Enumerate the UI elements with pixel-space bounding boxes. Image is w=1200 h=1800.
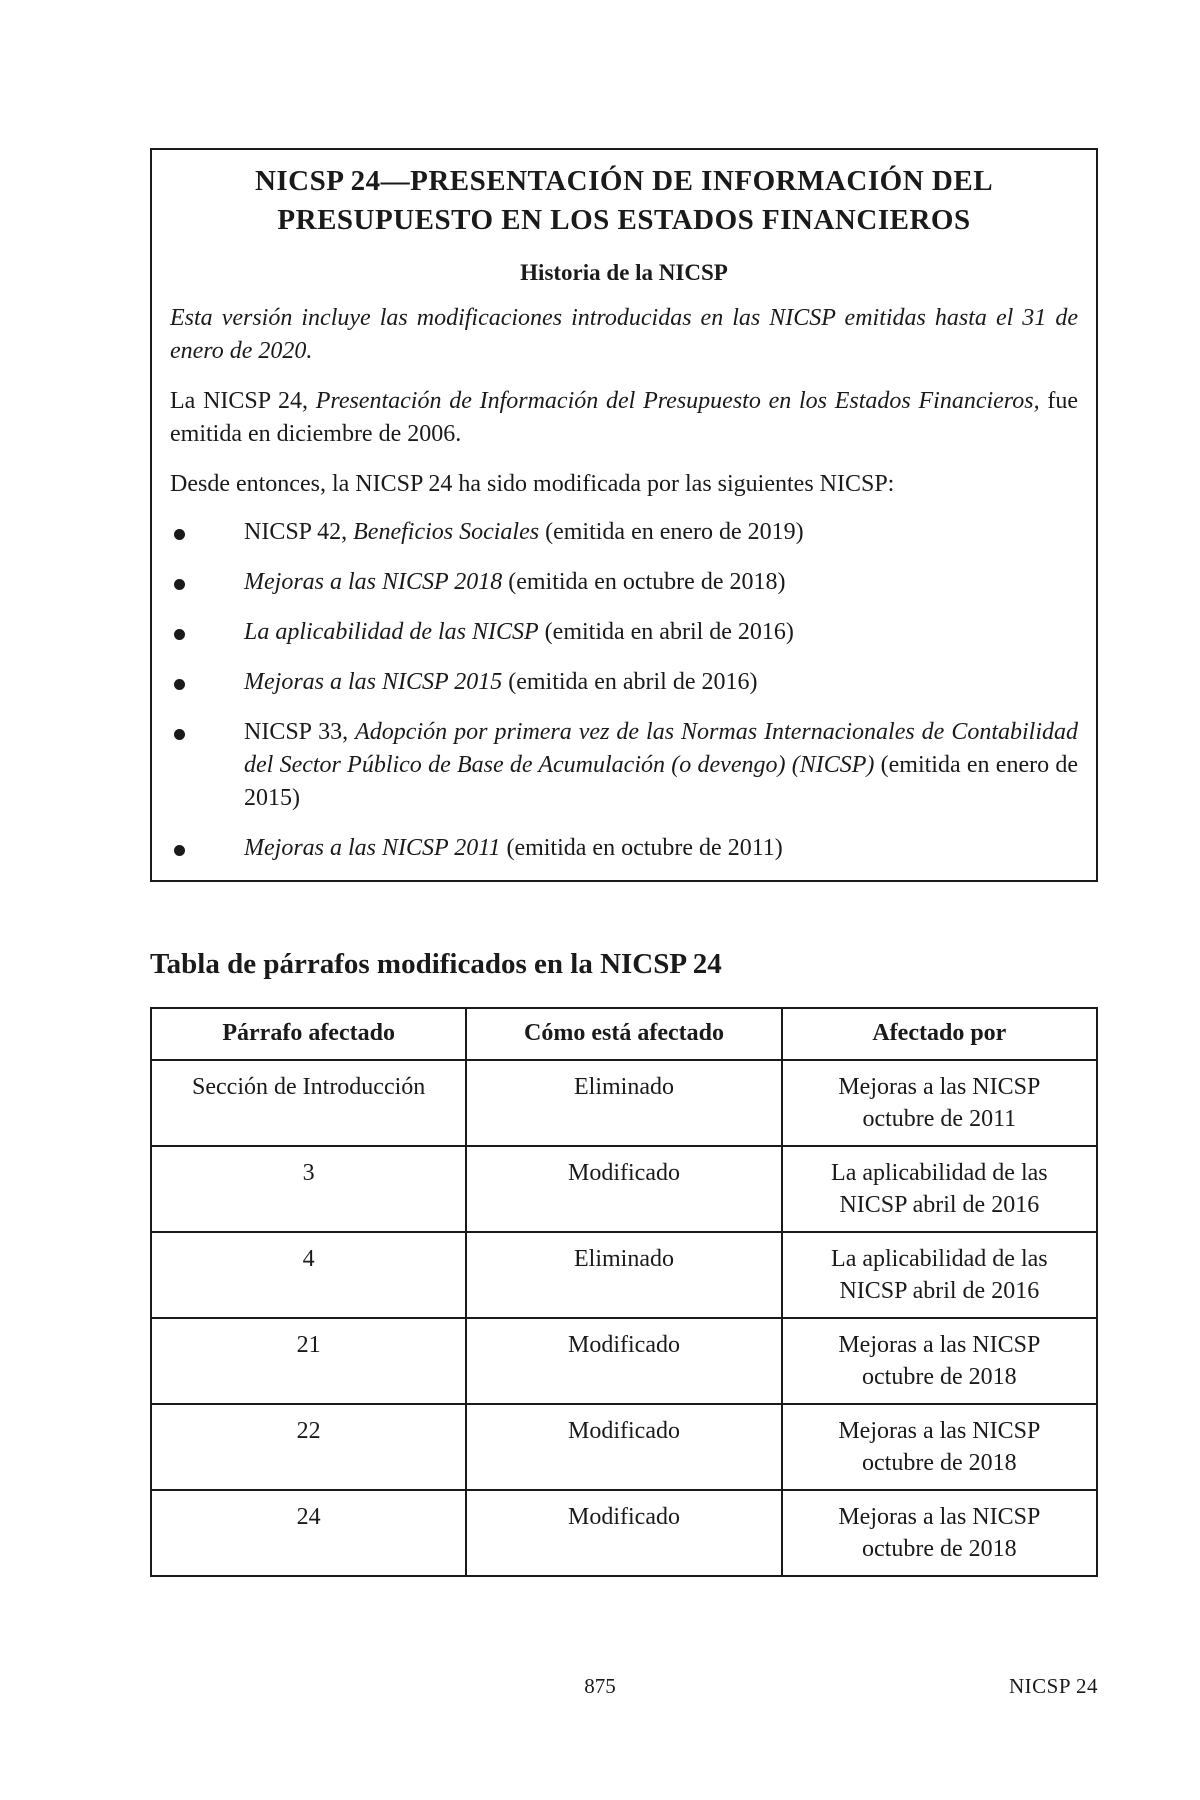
amendment-prefix: NICSP 33, [244, 719, 349, 745]
affected-by-line-1: La aplicabilidad de las [831, 1246, 1048, 1272]
affected-by-line-2: octubre de 2011 [862, 1106, 1017, 1132]
amendment-suffix: (emitida en enero de 2015) [244, 752, 1079, 811]
amendment-suffix: (emitida en octubre de 2018) [508, 569, 786, 595]
amended-paragraphs-heading: Tabla de párrafos modificados en la NICSP 24 [150, 948, 722, 980]
running-head: NICSP 24 [1009, 1674, 1098, 1698]
column-header-how-affected: Cómo está afectado [466, 1008, 781, 1060]
amendment-title: Beneficios Sociales [353, 519, 540, 545]
amended-paragraphs-table [150, 1007, 1098, 1577]
issue-suffix: fue emitida en diciembre de 2006. [170, 388, 1078, 447]
affected-by-line-1: La aplicabilidad de las [831, 1160, 1048, 1186]
table-row [151, 1146, 1097, 1232]
cell-affected-by [782, 1318, 1097, 1404]
column-header-paragraph: Párrafo afectado [151, 1008, 466, 1060]
affected-by-line-1: Mejoras a las NICSP [838, 1332, 1041, 1358]
table-row [151, 1060, 1097, 1146]
cell-paragraph: 21 [151, 1318, 466, 1404]
version-note [170, 302, 1078, 368]
cell-paragraph: Sección de Introducción [151, 1060, 466, 1146]
amendment-item [170, 666, 1078, 699]
amendment-prefix: NICSP 42, [244, 519, 348, 545]
bullet-icon [174, 579, 185, 590]
cell-affected-by [782, 1490, 1097, 1576]
amendment-title: Adopción por primera vez de las Normas Internacionales de Contabilidad del Sector Público de Base de Acumulación (o devengo) (NICSP) [244, 719, 1079, 778]
amendment-title: Mejoras a las NICSP 2018 [244, 569, 503, 595]
cell-how-affected: Modificado [466, 1404, 781, 1490]
amendment-title: La aplicabilidad de las NICSP [244, 619, 539, 645]
cell-paragraph: 22 [151, 1404, 466, 1490]
bullet-icon [174, 679, 185, 690]
amendment-item [170, 832, 1078, 865]
affected-by-line-1: Mejoras a las NICSP [838, 1504, 1041, 1530]
affected-by-line-2: NICSP abril de 2016 [839, 1278, 1040, 1304]
amendment-title: Mejoras a las NICSP 2015 [244, 669, 503, 695]
amendment-item [170, 516, 1078, 549]
bullet-icon [174, 629, 185, 640]
cell-how-affected: Modificado [466, 1490, 781, 1576]
amendment-item [170, 566, 1078, 599]
column-header-affected-by: Afectado por [782, 1008, 1097, 1060]
issue-standard-title: Presentación de Información del Presupuesto en los Estados Financieros, [315, 388, 1040, 414]
amendment-suffix: (emitida en abril de 2016) [508, 669, 758, 695]
table-row [151, 1318, 1097, 1404]
cell-how-affected: Modificado [466, 1146, 781, 1232]
cell-how-affected: Eliminado [466, 1060, 781, 1146]
amendments-intro: Desde entonces, la NICSP 24 ha sido modificada por las siguientes NICSP: [170, 471, 895, 497]
table-row [151, 1404, 1097, 1490]
affected-by-line-2: NICSP abril de 2016 [839, 1192, 1040, 1218]
cell-paragraph: 24 [151, 1490, 466, 1576]
amendment-item [170, 616, 1078, 649]
standard-title [170, 162, 1078, 240]
amendments-list [170, 516, 1078, 865]
affected-by-line-1: Mejoras a las NICSP [838, 1418, 1041, 1444]
amendment-suffix: (emitida en enero de 2019) [545, 519, 804, 545]
affected-by-line-2: octubre de 2018 [862, 1450, 1017, 1476]
affected-by-line-2: octubre de 2018 [862, 1536, 1017, 1562]
table-row [151, 1490, 1097, 1576]
bullet-icon [174, 729, 185, 740]
amendment-item [170, 716, 1078, 815]
amendment-title: Mejoras a las NICSP 2011 [244, 835, 501, 861]
bullet-icon [174, 845, 185, 856]
affected-by-line-2: octubre de 2018 [862, 1364, 1017, 1390]
amendment-suffix: (emitida en octubre de 2011) [506, 835, 783, 861]
cell-affected-by [782, 1146, 1097, 1232]
cell-paragraph: 3 [151, 1146, 466, 1232]
cell-how-affected: Modificado [466, 1318, 781, 1404]
cell-affected-by [782, 1404, 1097, 1490]
version-note-text: Esta versión incluye las modificaciones introducidas en las NICSP emitidas hasta el 31 de enero de 2020. [170, 305, 1078, 364]
cell-affected-by [782, 1232, 1097, 1318]
amendment-suffix: (emitida en abril de 2016) [544, 619, 794, 645]
history-subtitle: Historia de la NICSP [520, 260, 728, 285]
standard-history-box [150, 148, 1098, 882]
issue-statement [170, 385, 1078, 451]
issue-prefix: La NICSP 24, [170, 388, 308, 414]
page-number: 875 [584, 1674, 616, 1698]
table-row [151, 1232, 1097, 1318]
table-header-row [151, 1008, 1097, 1060]
cell-affected-by [782, 1060, 1097, 1146]
cell-paragraph: 4 [151, 1232, 466, 1318]
standard-title-line-2: PRESUPUESTO EN LOS ESTADOS FINANCIEROS [277, 204, 971, 236]
affected-by-line-1: Mejoras a las NICSP [838, 1074, 1041, 1100]
bullet-icon [174, 529, 185, 540]
cell-how-affected: Eliminado [466, 1232, 781, 1318]
standard-title-line-1: NICSP 24—PRESENTACIÓN DE INFORMACIÓN DEL [254, 165, 994, 197]
